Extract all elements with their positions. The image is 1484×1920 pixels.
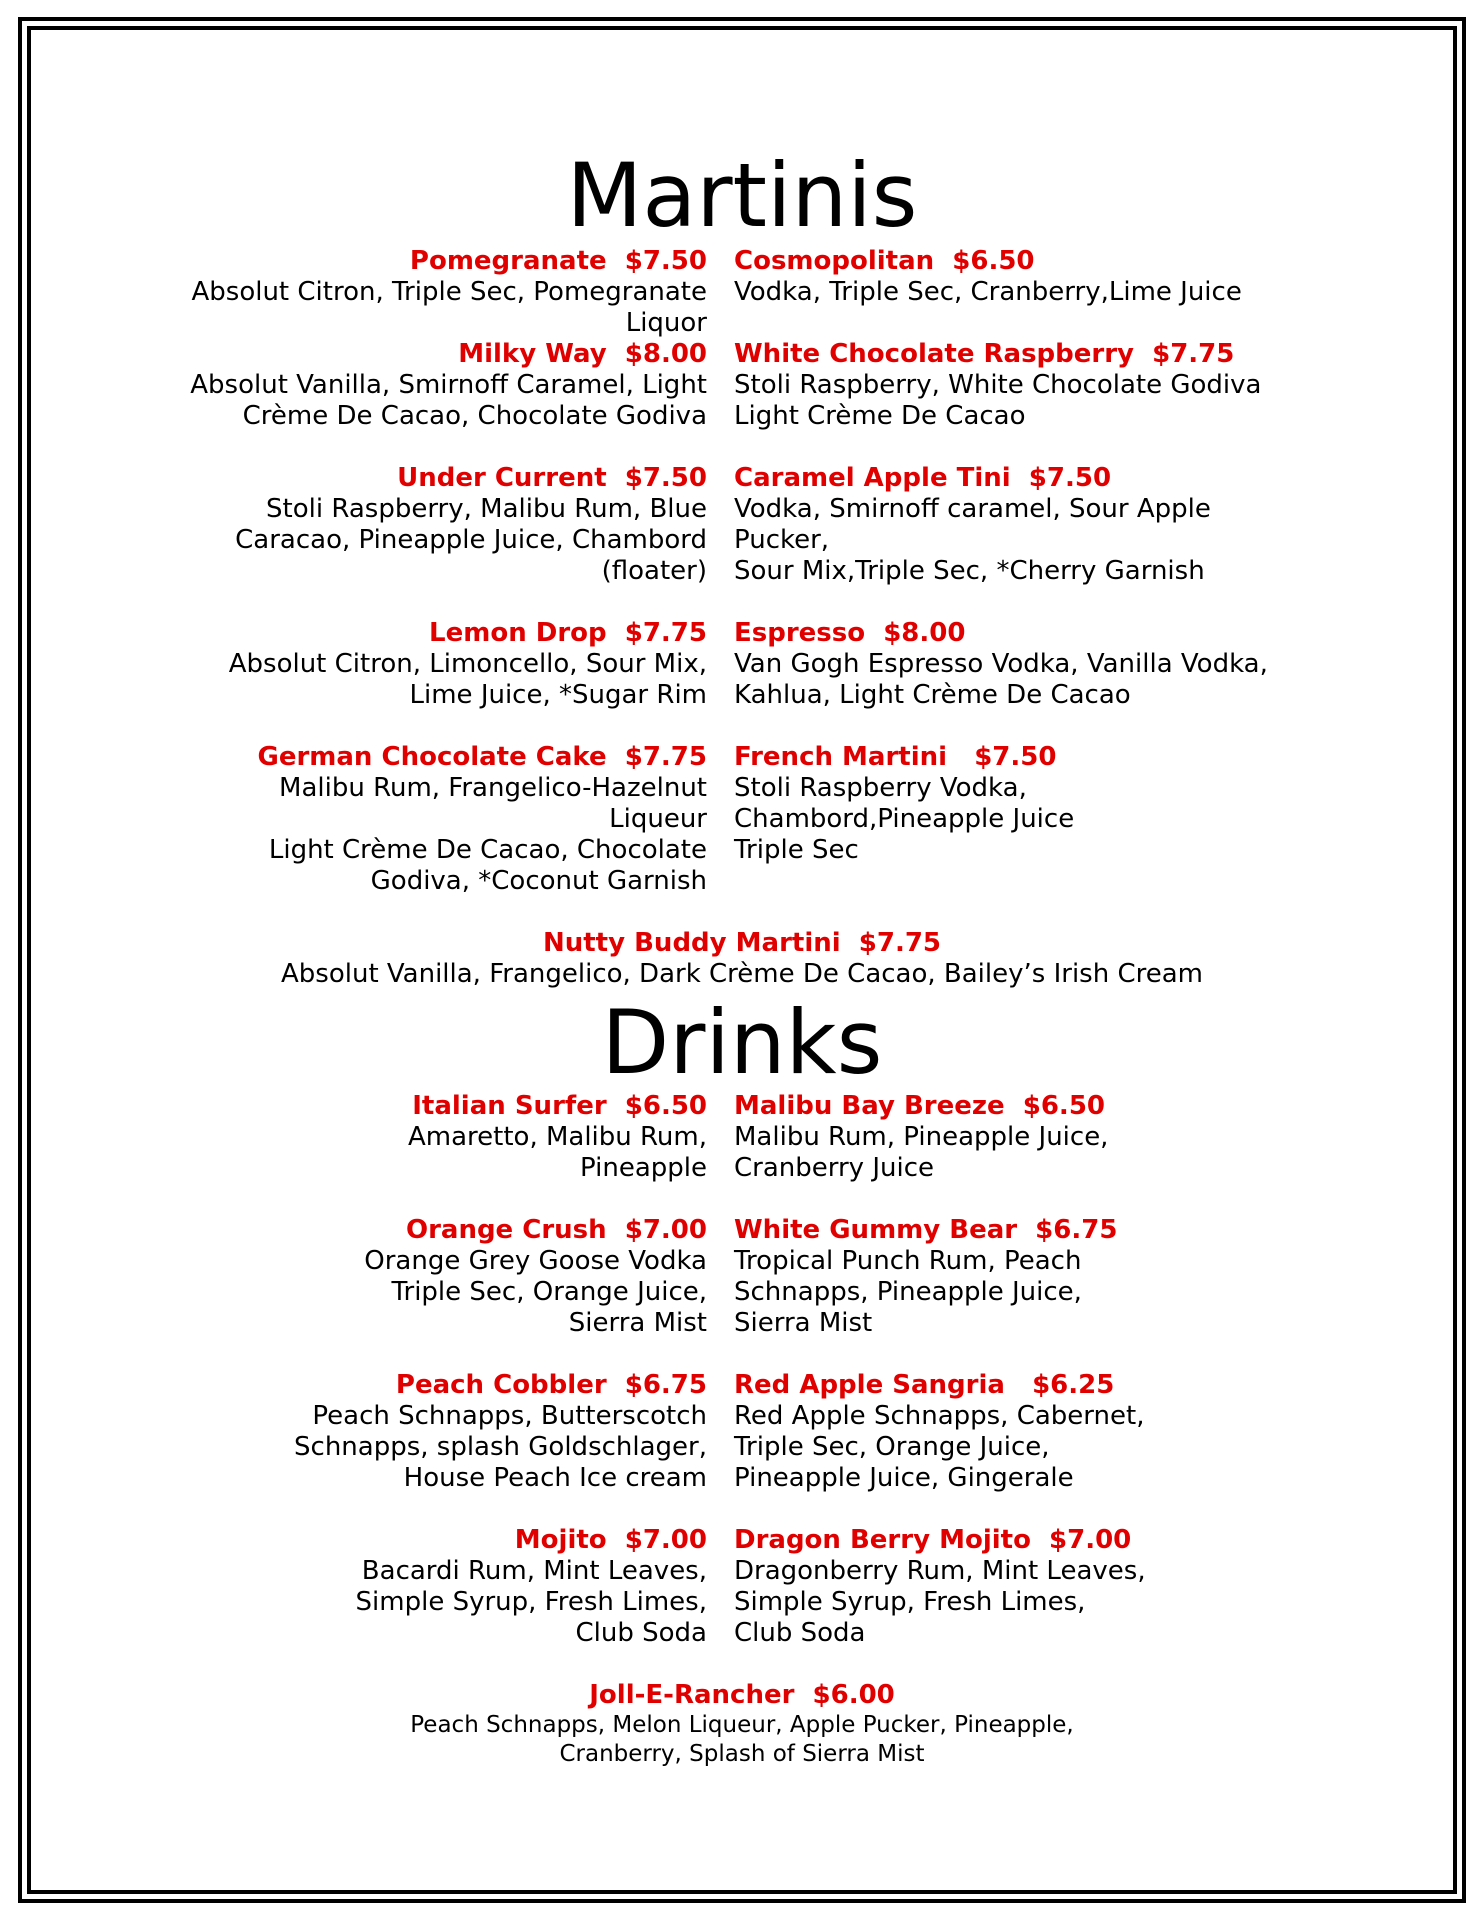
item-name: Nutty Buddy Martini $7.75 <box>542 928 942 958</box>
item-name: Dragon Berry Mojito $7.00 <box>734 1525 1132 1555</box>
menu-item <box>734 742 1314 866</box>
menu-item <box>167 1091 707 1184</box>
item-description: Absolut Vanilla, Smirnoff Caramel, Light Crème De Cacao, Chocolate Godiva <box>190 370 707 431</box>
item-name: Pomegranate $7.50 <box>409 246 707 276</box>
menu-item <box>167 339 707 432</box>
item-description: Stoli Raspberry, Malibu Rum, Blue Caracao, Pineapple Juice, Chambord (floater) <box>235 494 707 586</box>
menu-item <box>734 1525 1314 1649</box>
menu-item <box>167 1370 707 1494</box>
item-description: Absolut Citron, Limoncello, Sour Mix, Lime Juice, *Sugar Rim <box>228 649 707 710</box>
item-name: Red Apple Sangria $6.25 <box>734 1370 1115 1400</box>
item-name: Caramel Apple Tini $7.50 <box>734 463 1112 493</box>
item-name: Joll-E-Rancher $6.00 <box>589 1680 895 1710</box>
menu-item <box>167 1525 707 1649</box>
menu-item <box>734 1215 1314 1339</box>
menu-item <box>167 618 707 711</box>
item-description: Malibu Rum, Pineapple Juice, Cranberry Juice <box>734 1122 1109 1183</box>
item-name: White Chocolate Raspberry $7.75 <box>734 339 1235 369</box>
drinks-left-column <box>167 1091 707 1649</box>
item-description: Vodka, Triple Sec, Cranberry,Lime Juice <box>734 277 1242 307</box>
menu-item <box>734 339 1314 432</box>
menu-item <box>734 463 1314 587</box>
featured-martini <box>0 928 1484 990</box>
item-name: White Gummy Bear $6.75 <box>734 1215 1118 1245</box>
martinis-title: Martinis <box>566 144 918 247</box>
item-description: Van Gogh Espresso Vodka, Vanilla Vodka, Kahlua, Light Crème De Cacao <box>734 649 1268 710</box>
item-name: Orange Crush $7.00 <box>405 1215 707 1245</box>
martinis-left-column <box>167 246 707 897</box>
item-name: Espresso $8.00 <box>734 618 966 648</box>
drinks-right-column <box>734 1091 1314 1649</box>
drinks-title: Drinks <box>601 991 883 1094</box>
menu-item <box>734 246 1314 308</box>
item-name: Peach Cobbler $6.75 <box>395 1370 707 1400</box>
menu-item <box>167 742 707 897</box>
item-description: Vodka, Smirnoff caramel, Sour Apple Pucker, Sour Mix,Triple Sec, *Cherry Garnish <box>734 494 1211 586</box>
item-description: Stoli Raspberry, White Chocolate Godiva Light Crème De Cacao <box>734 370 1262 431</box>
menu-item <box>167 1215 707 1339</box>
item-name: Mojito $7.00 <box>514 1525 707 1555</box>
menu-item <box>734 1370 1314 1494</box>
item-description: Stoli Raspberry Vodka, Chambord,Pineapple Juice Triple Sec <box>734 773 1075 865</box>
item-description: Amaretto, Malibu Rum, Pineapple <box>407 1122 707 1183</box>
menu-item <box>167 463 707 587</box>
featured-drink <box>0 1680 1484 1769</box>
menu-item <box>734 618 1314 711</box>
item-name: French Martini $7.50 <box>734 742 1057 772</box>
menu-item <box>734 1091 1314 1184</box>
item-name: Milky Way $8.00 <box>458 339 707 369</box>
item-description: Malibu Rum, Frangelico-Hazelnut Liqueur Light Crème De Cacao, Chocolate Godiva, *Coconut Garnish <box>268 773 707 896</box>
item-description: Dragonberry Rum, Mint Leaves, Simple Syrup, Fresh Limes, Club Soda <box>734 1556 1146 1648</box>
martinis-right-column <box>734 246 1314 866</box>
item-description: Orange Grey Goose Vodka Triple Sec, Orange Juice, Sierra Mist <box>364 1246 707 1338</box>
item-description: Tropical Punch Rum, Peach Schnapps, Pineapple Juice, Sierra Mist <box>734 1246 1082 1338</box>
item-name: Italian Surfer $6.50 <box>412 1091 707 1121</box>
item-description: Absolut Citron, Triple Sec, Pomegranate Liquor <box>191 277 707 338</box>
item-description: Peach Schnapps, Melon Liqueur, Apple Pucker, Pineapple, Cranberry, Splash of Sierra Mist <box>410 1712 1074 1767</box>
item-name: Malibu Bay Breeze $6.50 <box>734 1091 1105 1121</box>
item-description: Red Apple Schnapps, Cabernet, Triple Sec, Orange Juice, Pineapple Juice, Gingerale <box>734 1401 1145 1493</box>
item-name: Lemon Drop $7.75 <box>429 618 707 648</box>
item-description: Peach Schnapps, Butterscotch Schnapps, splash Goldschlager, House Peach Ice cream <box>294 1401 707 1493</box>
item-description: Bacardi Rum, Mint Leaves, Simple Syrup, Fresh Limes, Club Soda <box>355 1556 707 1648</box>
menu-item <box>167 246 707 339</box>
item-name: Cosmopolitan $6.50 <box>734 246 1035 276</box>
item-description: Absolut Vanilla, Frangelico, Dark Crème De Cacao, Bailey’s Irish Cream <box>281 959 1203 989</box>
item-name: German Chocolate Cake $7.75 <box>257 742 707 772</box>
item-name: Under Current $7.50 <box>397 463 707 493</box>
